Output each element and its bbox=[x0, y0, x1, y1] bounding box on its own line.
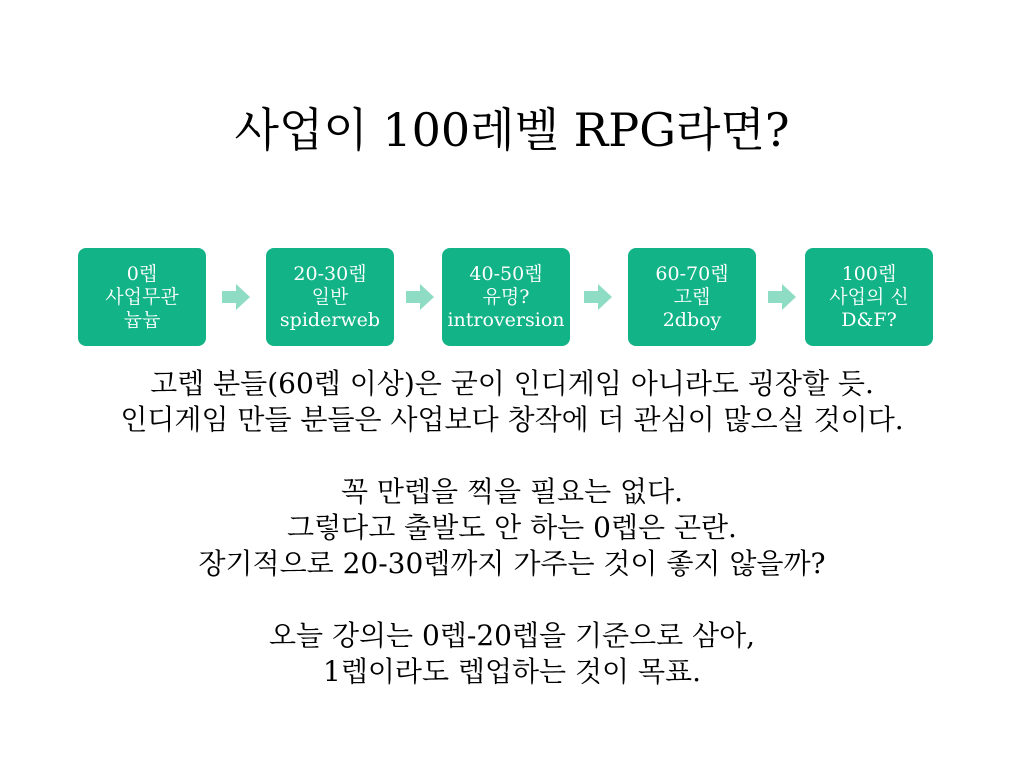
step-label: 유명? bbox=[482, 285, 530, 308]
arrow-right-icon bbox=[584, 284, 612, 310]
slide-title: 사업이 100레벨 RPG라면? bbox=[234, 103, 790, 157]
step-level-0 bbox=[78, 248, 206, 346]
step-level-20-30 bbox=[266, 248, 394, 346]
body-line: 그렇다고 출발도 안 하는 0렙은 곤란. bbox=[287, 511, 737, 544]
body-line: 꼭 만렙을 찍을 필요는 없다. bbox=[340, 475, 684, 508]
body-line: 1렙이라도 렙업하는 것이 목표. bbox=[323, 655, 701, 688]
step-level-60-70 bbox=[628, 248, 756, 346]
step-label: 사업무관 bbox=[105, 285, 179, 308]
step-label: 2dboy bbox=[662, 308, 722, 331]
step-label: introversion bbox=[447, 308, 565, 331]
step-label: 40-50렙 bbox=[469, 262, 543, 285]
arrow-right-icon bbox=[768, 284, 796, 310]
step-label: 고렙 bbox=[673, 285, 711, 308]
step-label: 60-70렙 bbox=[655, 262, 729, 285]
level-flow bbox=[78, 248, 936, 346]
step-label: 일반 bbox=[311, 285, 349, 308]
step-label: 사업의 신 bbox=[829, 285, 909, 308]
step-label: spiderweb bbox=[279, 308, 381, 331]
step-label: 20-30렙 bbox=[293, 262, 367, 285]
step-label: 100렙 bbox=[841, 262, 897, 285]
arrow-right-icon bbox=[406, 284, 434, 310]
body-line: 오늘 강의는 0렙-20렙을 기준으로 삼아, bbox=[268, 619, 756, 652]
step-label: D&F? bbox=[841, 308, 897, 331]
body-line: 인디게임 만들 분들은 사업보다 창작에 더 관심이 많으실 것이다. bbox=[120, 403, 904, 436]
step-label: 0렙 bbox=[126, 262, 158, 285]
slide-body bbox=[0, 366, 1024, 690]
arrow-right-icon bbox=[222, 284, 250, 310]
body-line: 장기적으로 20-30렙까지 가주는 것이 좋지 않을까? bbox=[198, 547, 826, 580]
step-level-100 bbox=[805, 248, 933, 346]
body-line: 고렙 분들(60렙 이상)은 굳이 인디게임 아니라도 굉장할 듯. bbox=[150, 367, 874, 400]
step-level-40-50 bbox=[442, 248, 570, 346]
step-label: 늅늅 bbox=[123, 308, 161, 331]
